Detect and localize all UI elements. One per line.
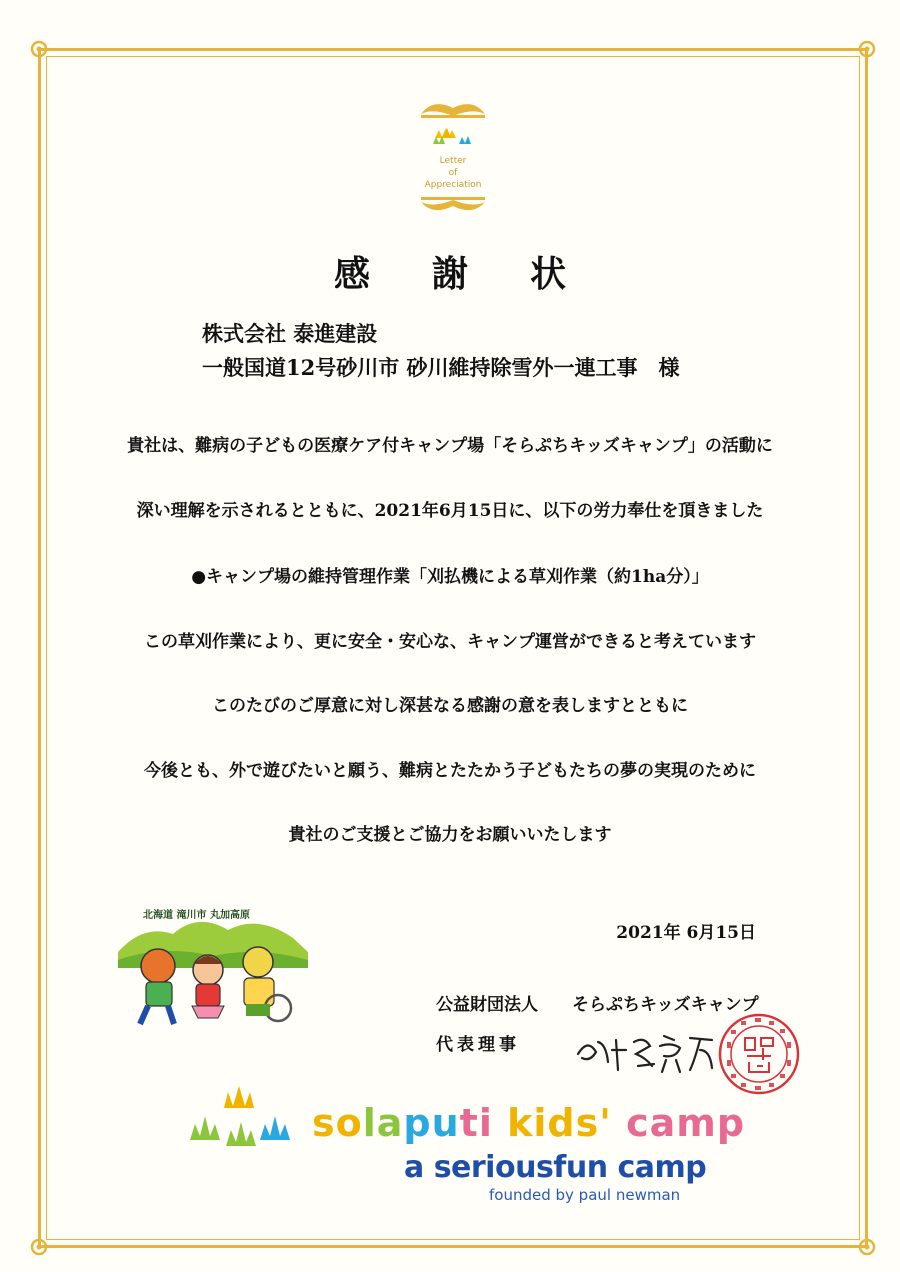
corner-ornament-icon <box>28 1236 50 1258</box>
emblem-line: Letter <box>439 156 467 166</box>
logo-text-part: ti <box>459 1101 493 1145</box>
corner-ornament-icon <box>856 1236 878 1258</box>
body-line: この草刈作業により、更に安全・安心な、キャンプ運営ができると考えています <box>144 632 756 652</box>
logo-text-part: so <box>312 1101 363 1145</box>
issuer-org-label: 公益財団法人 <box>436 995 538 1015</box>
corner-ornament-icon <box>856 38 878 60</box>
body-line: 深い理解を示されるとともに、2021年6月15日に、以下の労力奉仕を頂きました <box>136 501 764 521</box>
solaputi-leaf-logo-icon <box>188 1078 300 1154</box>
issuer-org-name: そらぷちキッズキャンプ <box>572 995 759 1015</box>
logo-text-part: camp <box>626 1101 746 1145</box>
founded-by-text: founded by paul newman <box>489 1186 681 1204</box>
children-illustration <box>118 904 308 1029</box>
recipient-project: 一般国道12号砂川市 砂川維持除雪外一連工事 様 <box>202 355 680 380</box>
body-line: このたびのご厚意に対し深甚なる感謝の意を表しますとともに <box>212 696 688 716</box>
logo-text-part: la <box>362 1101 404 1145</box>
logo-text-space <box>493 1101 507 1145</box>
issuer-role: 代表理事 <box>436 1035 520 1055</box>
recipient-company: 株式会社 泰進建設 <box>202 321 378 346</box>
illustration-caption: 北海道 滝川市 丸加高原 <box>143 910 250 921</box>
solaputi-kids-camp-logo-text <box>312 1101 745 1145</box>
emblem-line: of <box>448 168 458 178</box>
body-line: 貴社のご支援とご協力をお願いいたします <box>288 825 612 845</box>
letter-of-appreciation-emblem <box>413 98 493 216</box>
logo-text-part: pu <box>403 1101 460 1145</box>
corner-ornament-icon <box>28 38 50 60</box>
logo-text-space <box>612 1101 626 1145</box>
body-line: 貴社は、難病の子どもの医療ケア付キャンプ場「そらぷちキッズキャンプ」の活動に <box>127 436 773 456</box>
seriousfun-camp-logo-text: a seriousfun camp <box>404 1150 707 1185</box>
certificate-title: 感謝状 <box>333 253 628 295</box>
emblem-line: Appreciation <box>424 180 482 190</box>
handwritten-signature <box>572 1020 722 1080</box>
official-seal-stamp <box>717 1012 801 1096</box>
logo-text-part: kids' <box>507 1101 612 1145</box>
body-line: 今後とも、外で遊びたいと願う、難病とたたかう子どもたちの夢の実現のために <box>144 761 756 781</box>
issue-date: 2021年 6月15日 <box>616 923 756 943</box>
body-line: ●キャンプ場の維持管理作業「刈払機による草刈作業（約1ha分）」 <box>191 567 709 587</box>
